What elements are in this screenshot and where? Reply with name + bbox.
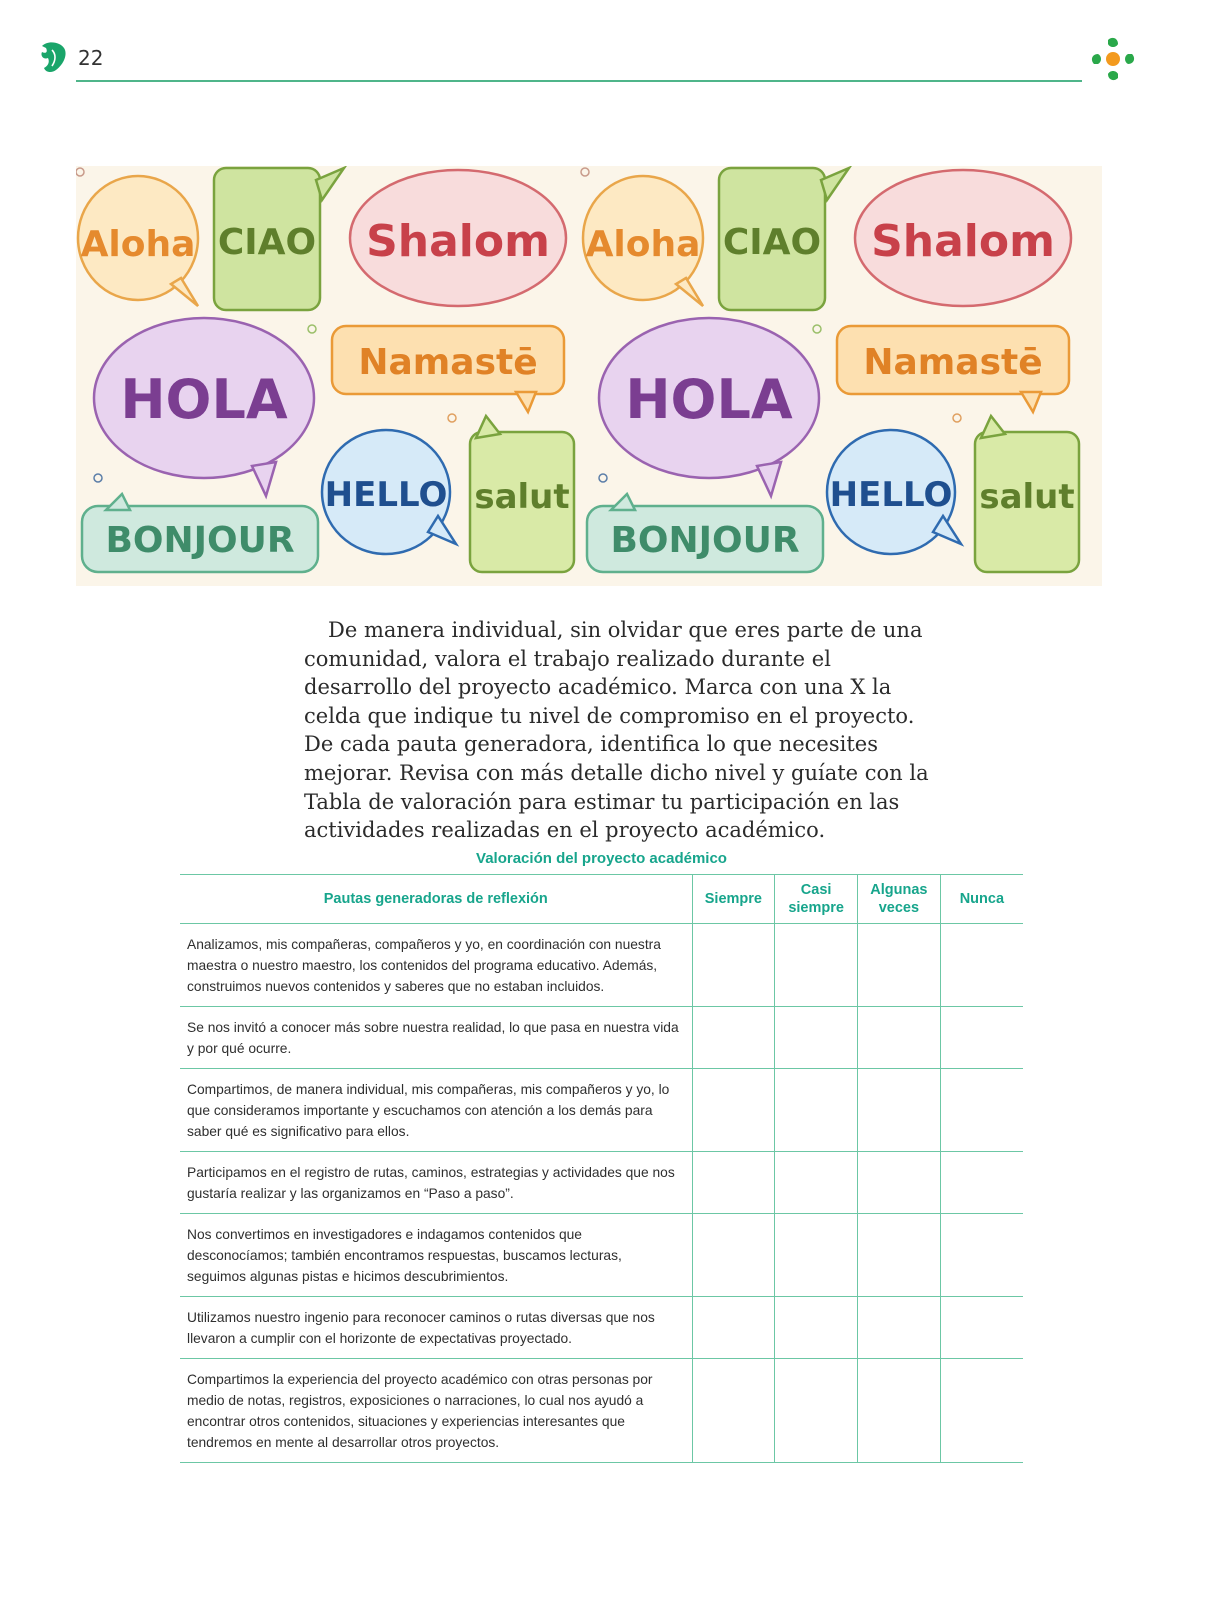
header-siempre: Siempre: [692, 875, 775, 924]
table-row: [180, 1359, 1023, 1463]
aloha-word: Aloha: [585, 224, 701, 265]
bonjour-word: BONJOUR: [610, 520, 800, 561]
namaste-word: Namastē: [358, 342, 538, 383]
siempre-cell[interactable]: [692, 1152, 775, 1214]
page-header: [0, 0, 1214, 100]
shalom-word: Shalom: [366, 216, 550, 267]
header-algunas-veces: [858, 875, 941, 924]
algunas-veces-cell[interactable]: [858, 1069, 941, 1152]
salut-word: salut: [979, 477, 1075, 517]
siempre-cell[interactable]: [692, 1069, 775, 1152]
hola-word: HOLA: [120, 368, 288, 431]
shalom-word: Shalom: [871, 216, 1055, 267]
hola-word: HOLA: [625, 368, 793, 431]
table-header-row: [180, 875, 1023, 924]
table-row: [180, 1214, 1023, 1297]
speech-bubbles-image: [76, 166, 1102, 586]
header-rule: [76, 80, 1082, 82]
table-row: [180, 1152, 1023, 1214]
header-casi-siempre-line1: Casi: [800, 882, 832, 898]
table-row: [180, 1007, 1023, 1069]
hello-word: HELLO: [324, 475, 448, 515]
casi-siempre-cell[interactable]: [775, 1214, 858, 1297]
ciao-word: CIAO: [217, 222, 317, 263]
algunas-veces-cell[interactable]: [858, 1152, 941, 1214]
pauta-cell: Participamos en el registro de rutas, caminos, estrategias y actividades que nos gustaría realizar y las organizamos en “Paso a paso”.: [180, 1152, 692, 1214]
aloha-word: Aloha: [80, 224, 196, 265]
algunas-veces-cell[interactable]: [858, 1297, 941, 1359]
table-row: [180, 924, 1023, 1007]
leaf-emblem-icon: [38, 40, 68, 74]
casi-siempre-cell[interactable]: [775, 1359, 858, 1463]
nunca-cell[interactable]: [940, 1152, 1023, 1214]
siempre-cell[interactable]: [692, 924, 775, 1007]
algunas-veces-cell[interactable]: [858, 1359, 941, 1463]
nunca-cell[interactable]: [940, 1007, 1023, 1069]
pauta-cell: Compartimos la experiencia del proyecto académico con otras personas por medio de notas, registros, exposiciones o narraciones, lo cual nos ayudó a encontrar otros contenidos, situaciones y experiencias interesantes que tendremos en mente al desarrollar otros proyectos.: [180, 1359, 692, 1463]
pauta-cell: Nos convertimos en investigadores e indagamos contenidos que desconocíamos; también encontramos respuestas, buscamos lecturas, seguimos algunas pistas e hicimos descubrimientos.: [180, 1214, 692, 1297]
header-nunca: Nunca: [940, 875, 1023, 924]
flower-logo-icon: [1088, 34, 1138, 84]
header-algunas-veces-line1: Algunas: [870, 882, 928, 898]
header-pautas: Pautas generadoras de reflexión: [180, 875, 692, 924]
header-casi-siempre-line2: siempre: [788, 900, 844, 916]
greetings-illustration: [76, 166, 1102, 586]
instructions-paragraph: De manera individual, sin olvidar que eres parte de una comunidad, valora el trabajo realizado durante el desarrollo del proyecto académico. Marca con una X la celda que indique tu nivel de compromiso en el proyecto. De cada pauta generadora, identifica lo que necesites mejorar. Revisa con más detalle dicho nivel y guíate con la Tabla de valoración para estimar tu participación en las actividades realizadas en el proyecto académico.: [304, 618, 929, 843]
table-title: Valoración del proyecto académico: [476, 850, 727, 867]
casi-siempre-cell[interactable]: [775, 1297, 858, 1359]
pauta-cell: Utilizamos nuestro ingenio para reconocer caminos o rutas diversas que nos llevaron a cumplir con el horizonte de expectativas proyectado.: [180, 1297, 692, 1359]
casi-siempre-cell[interactable]: [775, 1069, 858, 1152]
nunca-cell[interactable]: [940, 924, 1023, 1007]
algunas-veces-cell[interactable]: [858, 924, 941, 1007]
nunca-cell[interactable]: [940, 1069, 1023, 1152]
pauta-cell: Compartimos, de manera individual, mis compañeras, mis compañeros y yo, lo que consideramos importante y escuchamos con atención a los demás para saber qué es significativo para ellos.: [180, 1069, 692, 1152]
header-casi-siempre: [775, 875, 858, 924]
casi-siempre-cell[interactable]: [775, 924, 858, 1007]
table-row: [180, 1069, 1023, 1152]
evaluation-table: [180, 874, 1023, 1463]
table-row: [180, 1297, 1023, 1359]
pauta-cell: Se nos invitó a conocer más sobre nuestra realidad, lo que pasa en nuestra vida y por qué ocurre.: [180, 1007, 692, 1069]
siempre-cell[interactable]: [692, 1214, 775, 1297]
salut-word: salut: [474, 477, 570, 517]
hello-word: HELLO: [829, 475, 953, 515]
siempre-cell[interactable]: [692, 1297, 775, 1359]
bonjour-word: BONJOUR: [105, 520, 295, 561]
page-number: 22: [78, 46, 104, 70]
pauta-cell: Analizamos, mis compañeras, compañeros y yo, en coordinación con nuestra maestra o nuestro maestro, los contenidos del programa educativo. Además, construimos nuevos contenidos y saberes que no estaban incluidos.: [180, 924, 692, 1007]
ciao-word: CIAO: [722, 222, 822, 263]
nunca-cell[interactable]: [940, 1214, 1023, 1297]
casi-siempre-cell[interactable]: [775, 1152, 858, 1214]
algunas-veces-cell[interactable]: [858, 1007, 941, 1069]
siempre-cell[interactable]: [692, 1359, 775, 1463]
header-algunas-veces-line2: veces: [878, 900, 920, 916]
algunas-veces-cell[interactable]: [858, 1214, 941, 1297]
siempre-cell[interactable]: [692, 1007, 775, 1069]
namaste-word: Namastē: [863, 342, 1043, 383]
nunca-cell[interactable]: [940, 1297, 1023, 1359]
casi-siempre-cell[interactable]: [775, 1007, 858, 1069]
nunca-cell[interactable]: [940, 1359, 1023, 1463]
